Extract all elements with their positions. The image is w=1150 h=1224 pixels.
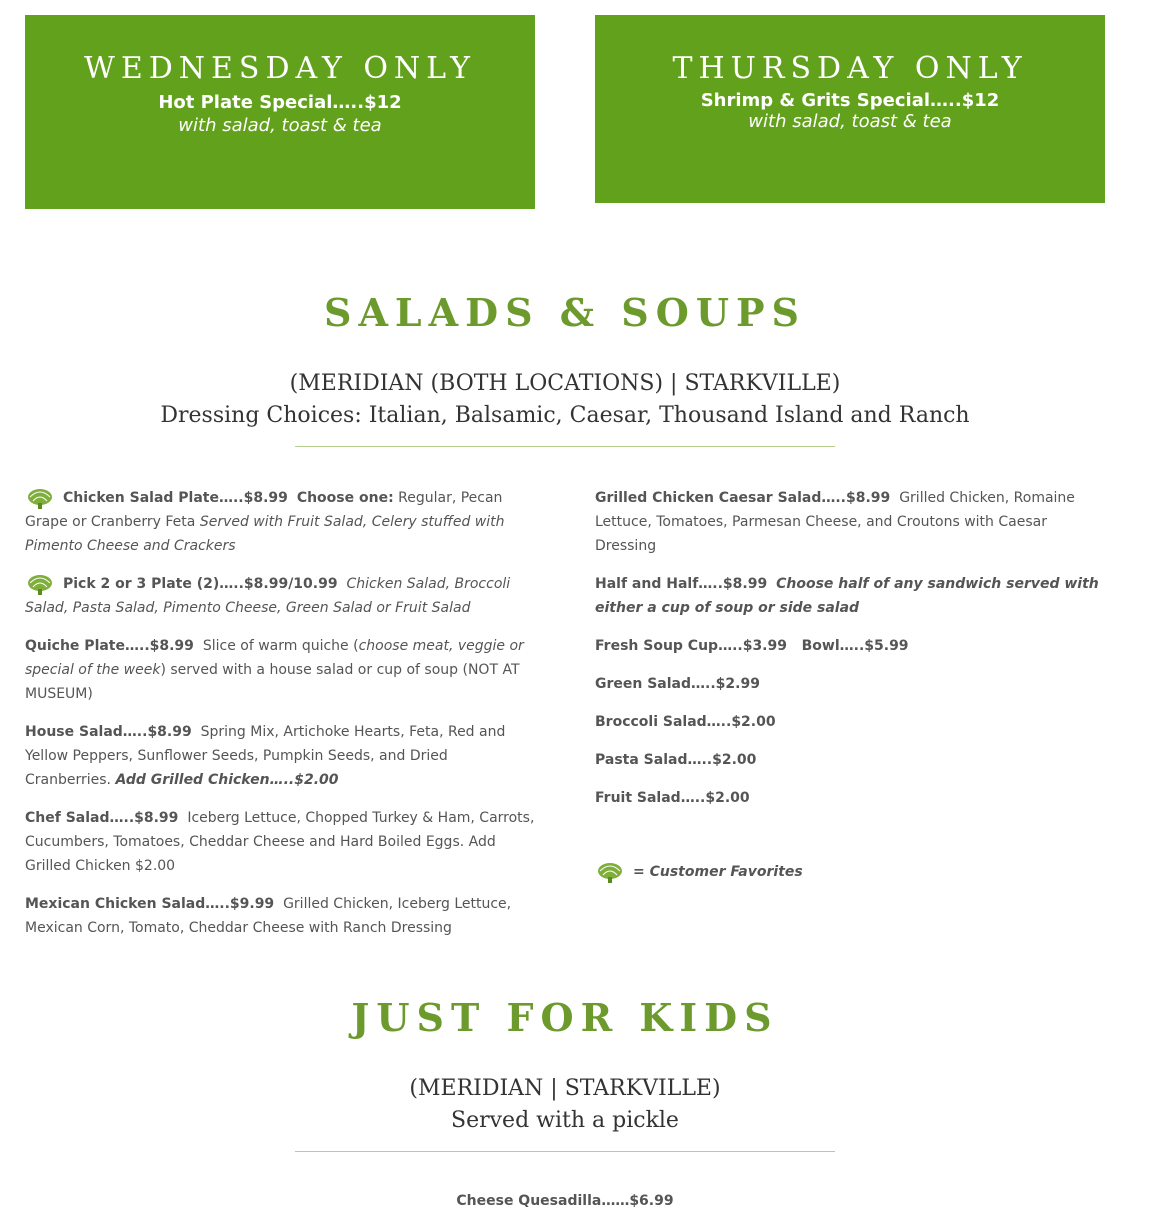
wednesday-title: WEDNESDAY ONLY xyxy=(84,51,476,86)
kids-served-with: Served with a pickle xyxy=(451,1108,679,1133)
item-name: Chicken Salad Plate…..$8.99 xyxy=(63,490,288,506)
menu-item xyxy=(595,634,1107,658)
thursday-title: THURSDAY ONLY xyxy=(672,51,1028,86)
thursday-sub: with salad, toast & tea xyxy=(748,111,952,132)
item-add-on: Add Grilled Chicken…..$2.00 xyxy=(115,772,339,788)
item-desc: Spring Mix, Artichoke Hearts, Feta, Red and Yellow Peppers, Sunflower Seeds, Pumpkin Seeds, and Dried Cranberries. xyxy=(25,724,506,788)
favorites-legend xyxy=(595,860,1107,884)
menu-item xyxy=(595,672,1107,696)
salads-dressing-choices: Dressing Choices: Italian, Balsamic, Caesar, Thousand Island and Ranch xyxy=(160,403,970,428)
salads-locations: (MERIDIAN (BOTH LOCATIONS) | STARKVILLE) xyxy=(289,371,841,396)
menu-item xyxy=(25,720,537,792)
item-options: Choose half of any sandwich served with either a cup of soup or side salad xyxy=(595,576,1099,616)
legend-text: = Customer Favorites xyxy=(633,864,803,880)
menu-item xyxy=(595,486,1107,558)
item-desc-cont: ) served with a house salad or cup of soup (NOT AT MUSEUM) xyxy=(25,662,520,702)
menu-item xyxy=(25,806,537,878)
customer-favorite-icon xyxy=(25,573,55,595)
item-name: Fruit Salad…..$2.00 xyxy=(595,790,750,806)
customer-favorite-icon xyxy=(25,487,55,509)
item-name: Green Salad…..$2.99 xyxy=(595,676,760,692)
salads-left-column xyxy=(25,486,537,954)
item-name: Half and Half…..$8.99 xyxy=(595,576,768,592)
item-desc: Grilled Chicken, Romaine Lettuce, Tomatoes, Parmesan Cheese, and Croutons with Caesar Dressing xyxy=(595,490,1075,554)
item-options: Chicken Salad, Broccoli Salad, Pasta Salad, Pimento Cheese, Green Salad or Fruit Salad xyxy=(25,576,511,616)
item-choose: Choose one: xyxy=(296,490,394,506)
item-name: House Salad…..$8.99 xyxy=(25,724,192,740)
item-desc: Grilled Chicken, Iceberg Lettuce, Mexican Corn, Tomato, Cheddar Cheese with Ranch Dressing xyxy=(25,896,512,936)
item-served-with: Served with Fruit Salad, Celery stuffed with Pimento Cheese and Crackers xyxy=(25,514,505,554)
kids-title: JUST FOR KIDS xyxy=(351,995,779,1040)
wednesday-sub: with salad, toast & tea xyxy=(178,115,382,136)
wednesday-special: Hot Plate Special…..$12 xyxy=(158,92,402,113)
menu-item xyxy=(595,748,1107,772)
item-desc: Slice of warm quiche ( xyxy=(202,638,359,654)
menu-item xyxy=(25,892,537,940)
item-name: Fresh Soup Cup…..$3.99 Bowl…..$5.99 xyxy=(595,638,909,654)
menu-item xyxy=(595,786,1107,810)
thursday-special: Shrimp & Grits Special…..$12 xyxy=(700,90,1000,111)
menu-item xyxy=(25,486,537,558)
item-name: Grilled Chicken Caesar Salad…..$8.99 xyxy=(595,490,891,506)
item-name: Cheese Quesadilla……$6.99 xyxy=(456,1193,674,1209)
item-name: Chef Salad…..$8.99 xyxy=(25,810,179,826)
item-name: Mexican Chicken Salad…..$9.99 xyxy=(25,896,275,912)
item-name: Pick 2 or 3 Plate (2)…..$8.99/10.99 xyxy=(63,576,338,592)
item-options: choose meat, veggie or special of the week xyxy=(25,638,524,678)
item-name: Pasta Salad…..$2.00 xyxy=(595,752,757,768)
item-desc: Iceberg Lettuce, Chopped Turkey & Ham, Carrots, Cucumbers, Tomatoes, Cheddar Cheese and Hard Boiled Eggs. Add Grilled Chicken $2.00 xyxy=(25,810,535,874)
wednesday-special-banner xyxy=(25,15,535,209)
menu-item xyxy=(595,572,1107,620)
salads-right-column xyxy=(595,486,1107,898)
kids-locations: (MERIDIAN | STARKVILLE) xyxy=(409,1076,721,1101)
thursday-special-banner xyxy=(595,15,1105,203)
menu-item xyxy=(25,634,537,706)
kids-menu-item xyxy=(0,1193,1130,1209)
menu-item xyxy=(25,572,537,620)
item-desc: Regular, Pecan Grape or Cranberry Feta xyxy=(25,490,503,530)
item-name: Broccoli Salad…..$2.00 xyxy=(595,714,776,730)
customer-favorite-icon xyxy=(595,861,625,883)
menu-item xyxy=(595,710,1107,734)
salads-divider xyxy=(295,446,835,447)
salads-soups-title: SALADS & SOUPS xyxy=(324,290,806,335)
item-name: Quiche Plate…..$8.99 xyxy=(25,638,194,654)
kids-divider xyxy=(295,1151,835,1152)
